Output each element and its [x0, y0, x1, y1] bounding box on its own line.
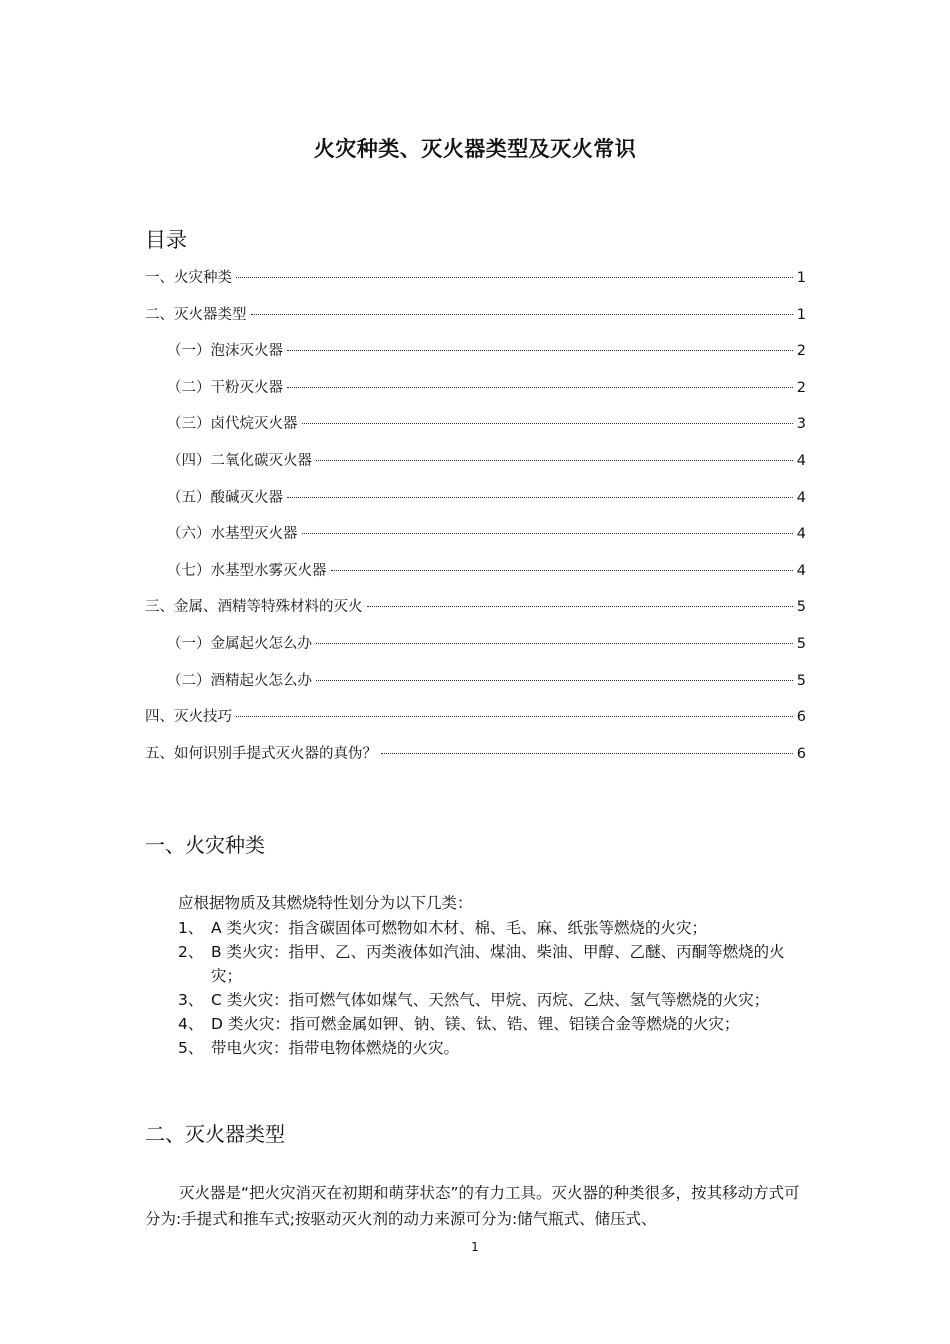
toc-entry[interactable]	[145, 742, 806, 779]
toc-leader-dots	[287, 387, 793, 388]
page-number: 1	[471, 1240, 479, 1254]
toc-entry-label: （七）水基型水雾灭火器	[167, 562, 327, 579]
list-item-number: 1、	[178, 919, 204, 937]
toc-entry-label: 一、火灾种类	[145, 270, 232, 286]
toc-entry-page: 1	[796, 270, 806, 286]
toc-entry-label: （二）干粉灭火器	[167, 379, 283, 396]
toc-entry-label: （一）泡沫灭火器	[167, 343, 283, 360]
toc-entry[interactable]	[145, 266, 806, 303]
section-body-text: 灭火器是“把火灾消灭在初期和萌芽状态”的有力工具。灭火器的种类很多，按其移动方式可分为:手提式和推车式;按驱动灭火剂的动力来源可分为:储气瓶式、储压式、	[145, 1184, 800, 1228]
toc-entry-page: 4	[796, 526, 806, 543]
toc-entry[interactable]	[145, 449, 806, 486]
list-item-text: 带电火灾：指带电物体燃烧的火灾。	[211, 1039, 460, 1057]
list-item-number: 3、	[178, 991, 204, 1009]
list-item	[178, 916, 808, 940]
toc-leader-dots	[236, 716, 793, 717]
fire-type-list	[178, 916, 808, 1060]
toc-leader-dots	[316, 643, 793, 644]
toc-entry[interactable]	[145, 303, 806, 340]
toc-entry[interactable]	[145, 559, 806, 596]
toc-entry-page: 4	[796, 489, 806, 506]
toc-entry-page: 1	[796, 306, 806, 323]
toc-entry-label: （一）金属起火怎么办	[167, 635, 312, 652]
table-of-contents	[145, 266, 806, 778]
toc-leader-dots	[287, 497, 793, 498]
list-item-number: 5、	[178, 1039, 204, 1057]
toc-entry-page: 3	[796, 416, 806, 433]
toc-entry-page: 5	[796, 635, 806, 652]
toc-leader-dots	[331, 570, 793, 571]
toc-leader-dots	[302, 423, 793, 424]
toc-entry[interactable]	[145, 632, 806, 669]
list-item	[178, 988, 808, 1012]
list-item-number: 4、	[178, 1015, 204, 1033]
toc-entry[interactable]	[145, 522, 806, 559]
toc-leader-dots	[287, 350, 793, 351]
toc-entry-page: 6	[796, 745, 806, 762]
toc-leader-dots	[302, 533, 793, 534]
toc-entry-label: 五、如何识别手提式灭火器的真伪？	[145, 745, 377, 762]
toc-entry[interactable]	[145, 705, 806, 742]
toc-leader-dots	[381, 753, 793, 754]
toc-entry-label: 三、金属、酒精等特殊材料的灭火	[145, 599, 363, 616]
toc-entry-label: （六）水基型灭火器	[167, 526, 298, 543]
list-item	[178, 940, 808, 988]
list-item-text: C 类火灾：指可燃气体如煤气、天然气、甲烷、丙烷、乙炔、氢气等燃烧的火灾；	[211, 991, 770, 1009]
toc-leader-dots	[316, 460, 793, 461]
list-item-number: 2、	[178, 943, 204, 961]
toc-entry[interactable]	[145, 486, 806, 523]
toc-entry-label: （四）二氧化碳灭火器	[167, 452, 312, 469]
section-heading-fire-types: 一、火灾种类	[145, 833, 265, 857]
toc-entry-label: （二）酒精起火怎么办	[167, 672, 312, 689]
toc-entry-page: 2	[796, 379, 806, 396]
toc-entry-page: 6	[796, 709, 806, 726]
toc-leader-dots	[236, 277, 793, 278]
list-item-text: A 类火灾：指含碳固体可燃物如木材、棉、毛、麻、纸张等燃烧的火灾；	[211, 919, 708, 937]
section-intro: 应根据物质及其燃烧特性划分为以下几类：	[178, 894, 473, 912]
toc-entry-page: 2	[796, 343, 806, 360]
toc-entry-label: 四、灭火技巧	[145, 709, 232, 726]
toc-entry-label: 二、灭火器类型	[145, 306, 247, 323]
toc-entry-page: 4	[796, 562, 806, 579]
toc-heading: 目录	[145, 228, 187, 252]
toc-entry[interactable]	[145, 412, 806, 449]
toc-entry[interactable]	[145, 669, 806, 706]
toc-entry-page: 4	[796, 452, 806, 469]
toc-entry-label: （五）酸碱灭火器	[167, 489, 283, 506]
toc-entry-page: 5	[796, 599, 806, 616]
toc-entry-page: 5	[796, 672, 806, 689]
toc-leader-dots	[367, 606, 793, 607]
toc-entry[interactable]	[145, 595, 806, 632]
list-item-text: B 类火灾：指甲、乙、丙类液体如汽油、煤油、柴油、甲醇、乙醚、丙酮等燃烧的火灾；	[211, 943, 785, 985]
section-heading-extinguisher-types: 二、灭火器类型	[145, 1122, 285, 1146]
toc-entry[interactable]	[145, 339, 806, 376]
toc-leader-dots	[251, 314, 793, 315]
list-item-text: D 类火灾：指可燃金属如钾、钠、镁、钛、锆、锂、铝镁合金等燃烧的火灾；	[211, 1015, 740, 1033]
toc-entry[interactable]	[145, 376, 806, 413]
toc-leader-dots	[316, 680, 793, 681]
list-item	[178, 1036, 808, 1060]
toc-entry-label: （三）卤代烷灭火器	[167, 416, 298, 433]
document-title: 火灾种类、灭火器类型及灭火常识	[313, 137, 637, 161]
list-item	[178, 1012, 808, 1036]
